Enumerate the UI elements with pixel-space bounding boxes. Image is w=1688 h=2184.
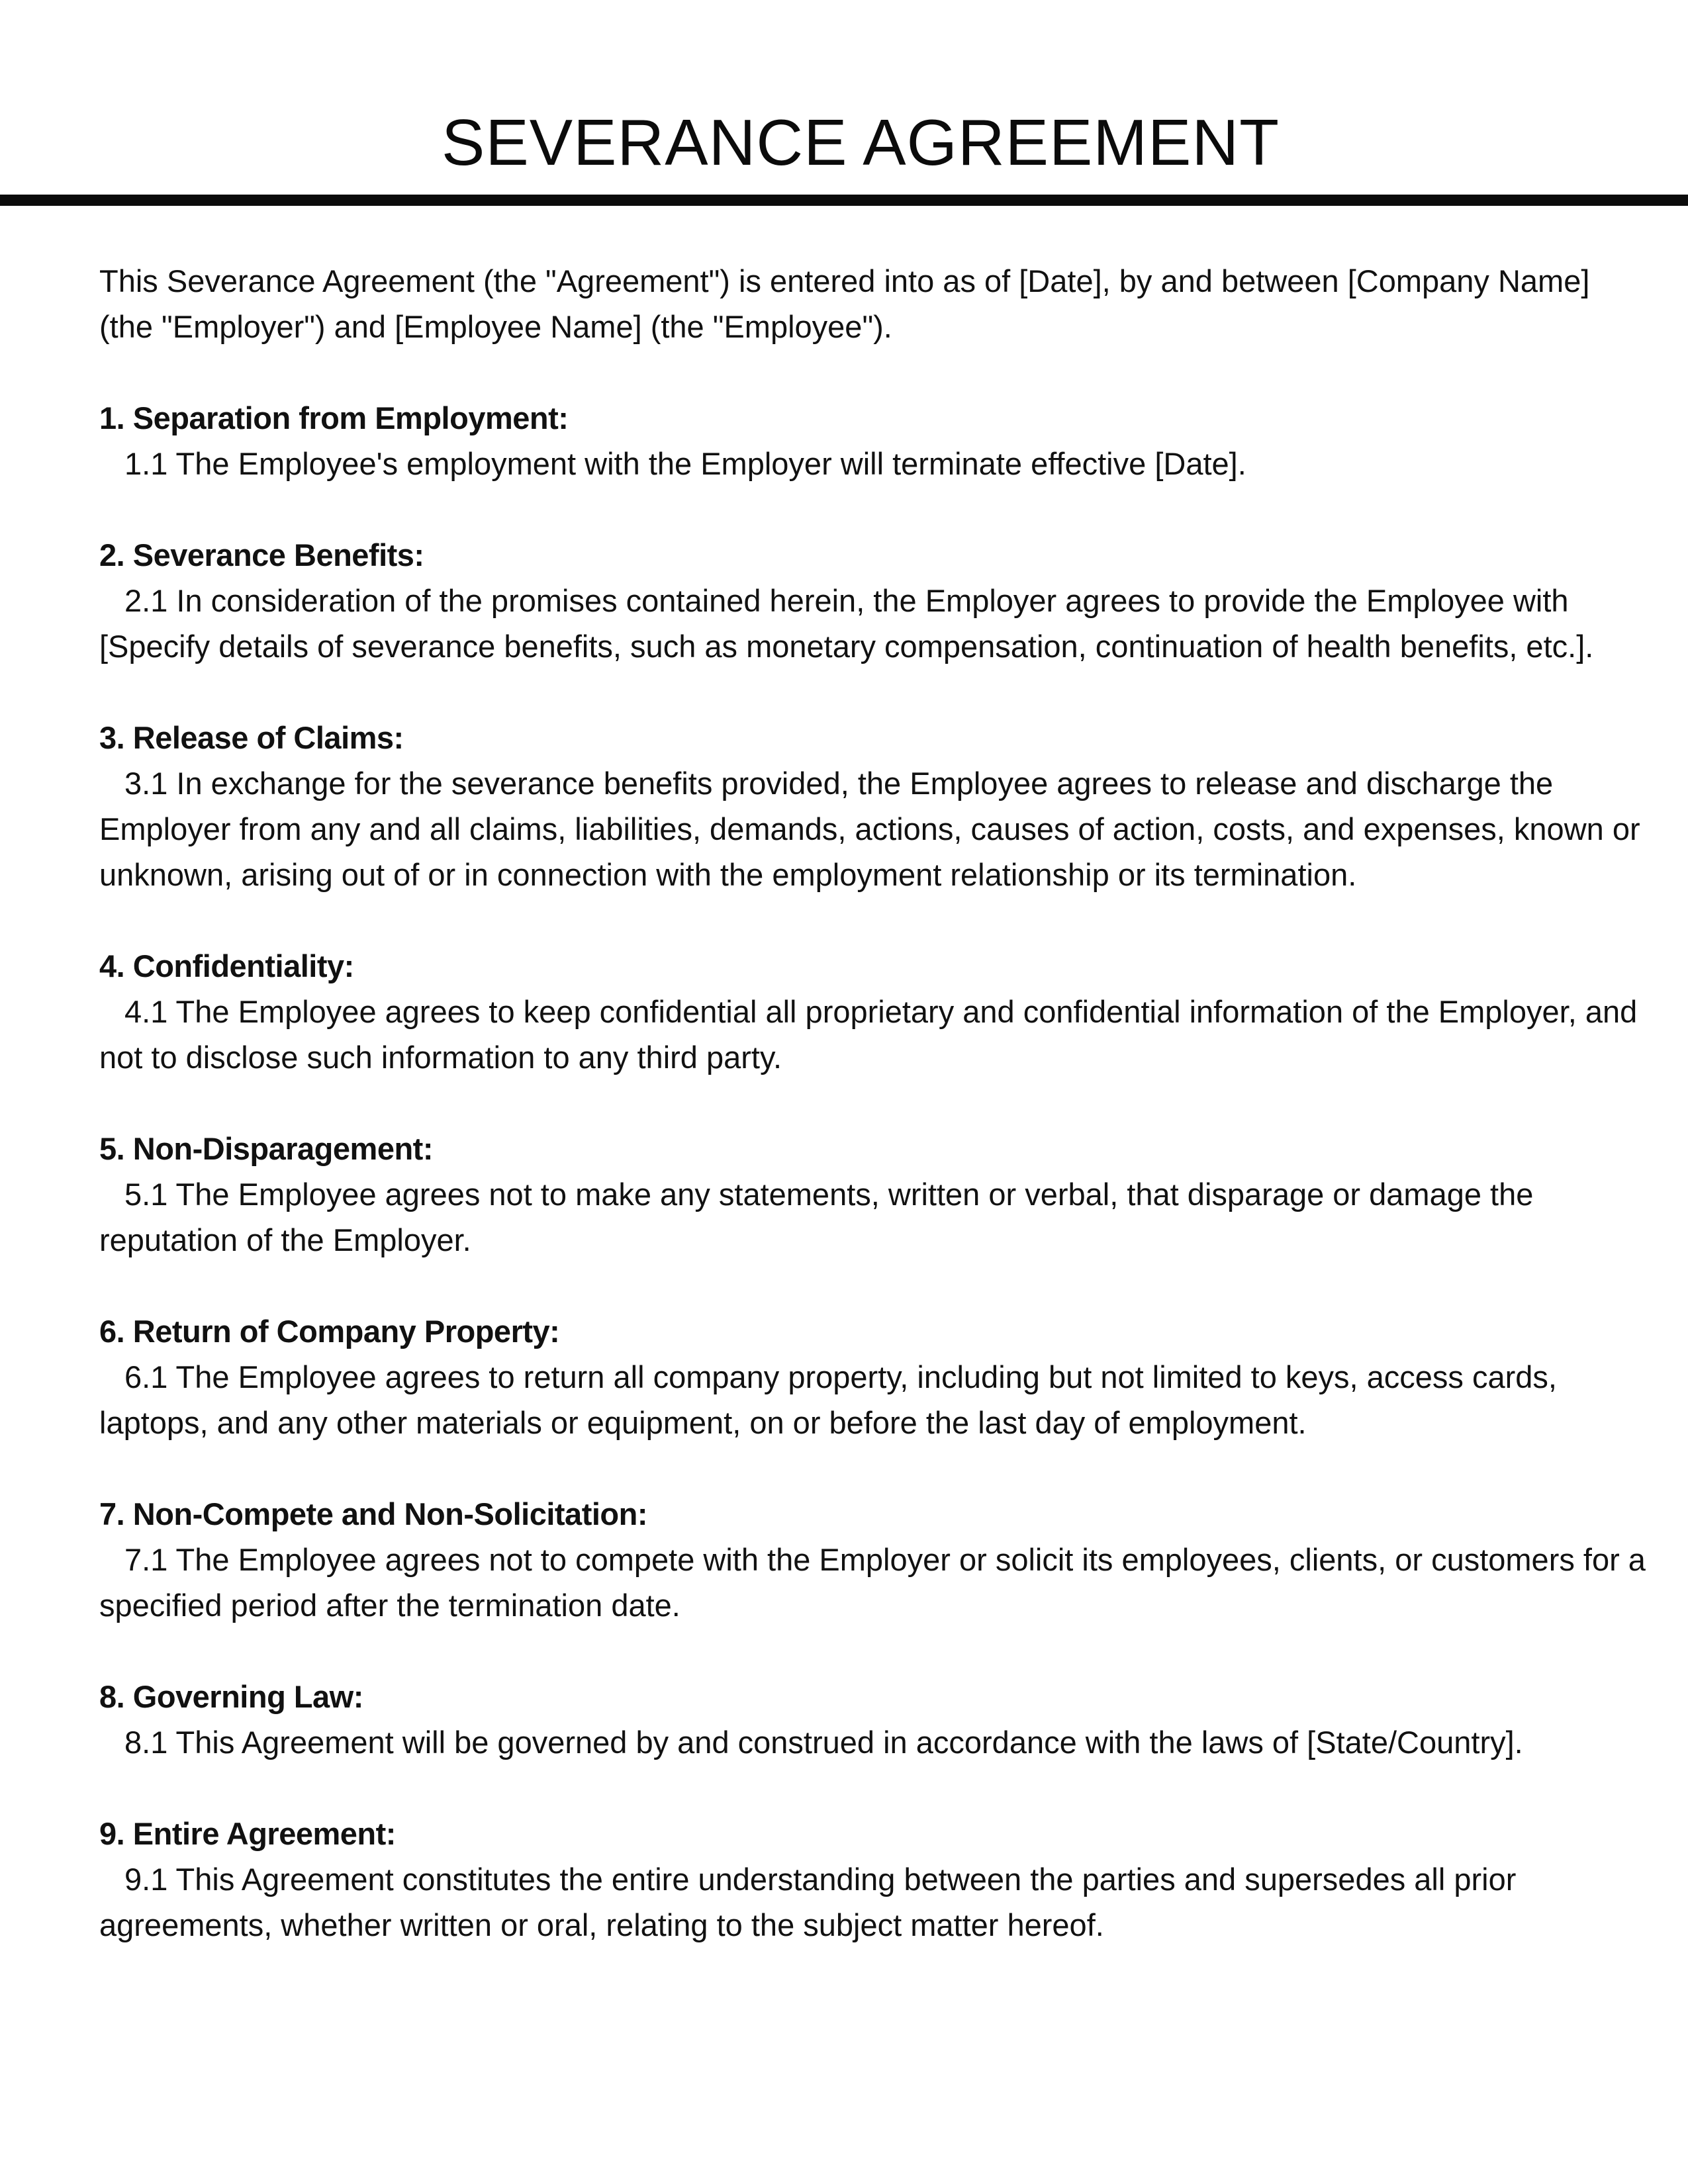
section-clause: 8.1 This Agreement will be governed by and construed in accordance with the laws of [State/Country]. xyxy=(124,1725,1523,1760)
section-clause: 9.1 This Agreement constitutes the entire understanding between the parties and supersedes all prior agreements, whether written or oral, relating to the subject matter hereof. xyxy=(99,1862,1517,1942)
section-entire-agreement xyxy=(99,1811,1648,1948)
document-body xyxy=(99,258,1648,1993)
section-heading: 6. Return of Company Property: xyxy=(99,1314,560,1349)
section-governing-law xyxy=(99,1674,1648,1765)
section-clause: 3.1 In exchange for the severance benefits provided, the Employee agrees to release and discharge the Employer from any and all claims, liabilities, demands, actions, causes of action, costs, and expenses, known or unknown, arising out of or in connection with the employment relationship or its termination. xyxy=(99,766,1640,892)
section-heading: 2. Severance Benefits: xyxy=(99,537,424,572)
section-confidentiality xyxy=(99,943,1648,1080)
intro-paragraph: This Severance Agreement (the "Agreement") is entered into as of [Date], by and between [Company Name] (the "Employer") and [Employee Name] (the "Employee"). xyxy=(99,263,1590,344)
section-clause: 4.1 The Employee agrees to keep confidential all proprietary and confidential information of the Employer, and not to disclose such information to any third party. xyxy=(99,994,1638,1075)
section-heading: 3. Release of Claims: xyxy=(99,720,404,755)
section-clause: 7.1 The Employee agrees not to compete with the Employer or solicit its employees, clients, or customers for a specified period after the termination date. xyxy=(99,1542,1646,1623)
section-clause: 2.1 In consideration of the promises contained herein, the Employer agrees to provide the Employee with [Specify details of severance benefits, such as monetary compensation, continuation of health benefits, etc.]. xyxy=(99,583,1594,664)
section-clause: 6.1 The Employee agrees to return all company property, including but not limited to keys, access cards, laptops, and any other materials or equipment, on or before the last day of employment. xyxy=(99,1359,1557,1440)
section-heading: 4. Confidentiality: xyxy=(99,948,354,983)
section-heading: 7. Non-Compete and Non-Solicitation: xyxy=(99,1496,647,1531)
section-non-compete xyxy=(99,1491,1648,1628)
section-clause: 1.1 The Employee's employment with the Employer will terminate effective [Date]. xyxy=(124,446,1246,481)
section-clause: 5.1 The Employee agrees not to make any statements, written or verbal, that disparage or damage the reputation of the Employer. xyxy=(99,1177,1534,1257)
section-separation xyxy=(99,395,1648,486)
title-divider xyxy=(0,195,1688,206)
section-heading: 8. Governing Law: xyxy=(99,1679,363,1714)
document-title: SEVERANCE AGREEMENT xyxy=(441,106,1280,179)
section-heading: 9. Entire Agreement: xyxy=(99,1816,396,1851)
section-severance-benefits xyxy=(99,532,1648,669)
section-release-of-claims xyxy=(99,715,1648,897)
section-return-of-property xyxy=(99,1308,1648,1445)
section-non-disparagement xyxy=(99,1126,1648,1263)
section-heading: 5. Non-Disparagement: xyxy=(99,1131,433,1166)
section-heading: 1. Separation from Employment: xyxy=(99,400,569,435)
